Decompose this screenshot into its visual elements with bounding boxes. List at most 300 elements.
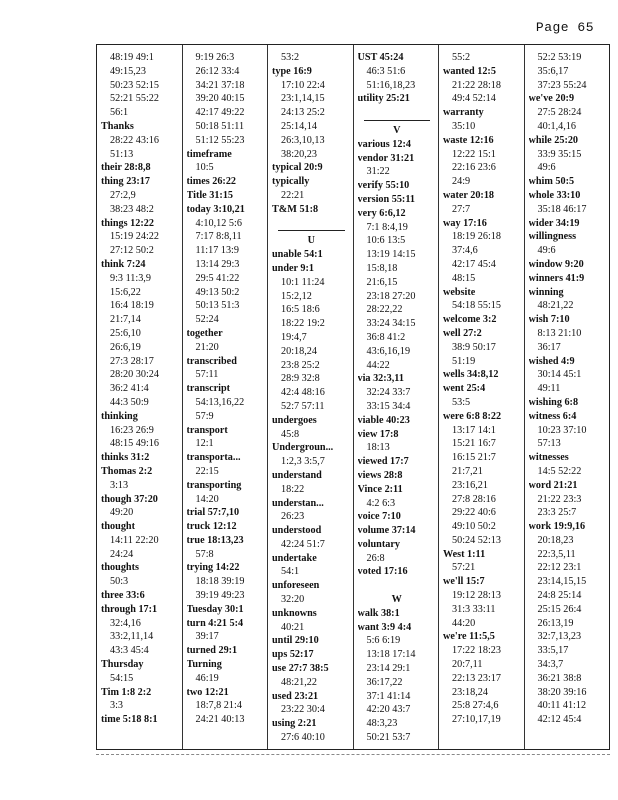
index-entry: together [186,327,223,339]
index-reference: 20:18,23 [537,534,574,546]
index-entry: understand [272,469,322,481]
index-entry: things 12:22 [101,217,154,229]
index-entry: website [443,286,476,298]
index-reference: 44:3 50:9 [110,396,149,408]
index-reference: 10:6 13:5 [366,235,406,247]
index-reference: 37:4,6 [452,245,478,257]
index-entry: Thanks [101,120,134,132]
index-entry: typical 20:9 [272,162,323,174]
index-entry: witnesses [528,452,569,464]
index-entry: whole 33:10 [528,189,581,201]
index-entry: wished 4:9 [528,355,575,367]
index-entry: window 9:20 [528,258,584,270]
index-entry: wanted 12:5 [443,65,496,77]
index-entry: undergoes [272,414,317,426]
index-reference: 42:17 49:22 [195,107,245,119]
index-entry: until 29:10 [272,635,319,647]
index-reference: 48:19 49:1 [110,52,154,63]
index-reference: 57:13 [537,438,561,450]
index-reference: 48:21,22 [537,300,574,312]
index-reference: 15:21 16:7 [452,438,496,450]
index-reference: 7:17 8:8,11 [195,231,242,243]
index-reference: 38:9 50:17 [452,341,496,353]
index-reference: 52:2 53:19 [537,52,582,63]
index-reference: 36:2 41:4 [110,383,149,395]
index-reference: 7:1 8:4,19 [366,221,408,233]
index-entry: willingness [528,231,577,243]
letter-heading: W [391,594,402,606]
index-reference: 45:8 [281,428,300,440]
index-reference: 23:14 29:1 [366,663,411,675]
index-reference: 30:14 45:1 [537,369,582,381]
index-entry: unforeseen [272,580,320,592]
index-reference: 33:2,11,14 [110,631,154,643]
index-reference: 10:5 [195,162,214,174]
index-reference: 13:14 29:3 [195,258,240,270]
index-reference: 28:20 30:24 [110,369,159,381]
index-reference: 23:16,21 [452,479,488,491]
index-reference: 43:6,16,19 [366,345,411,357]
index-reference: 15:2,12 [281,290,312,302]
index-reference: 22:12 23:1 [537,562,582,574]
index-entry: type 16:9 [272,65,312,77]
index-entry: wish 7:10 [528,314,570,326]
index-reference: 27:2,9 [110,189,136,201]
index-reference: 15:8,18 [366,262,398,274]
index-reference: 50:18 51:11 [195,120,245,132]
index-reference: 14:11 22:20 [110,534,159,546]
index-entry: voice 7:10 [357,511,401,523]
index-reference: 11:17 13:9 [195,245,239,257]
index-reference: 4:10,12 5:6 [195,217,242,229]
index-reference: 37:23 55:24 [537,79,587,91]
index-reference: 27:8 28:16 [452,493,496,505]
index-reference: 51:16,18,23 [366,79,416,91]
index-reference: 54:13,16,22 [195,396,245,408]
index-reference: 26:13,19 [537,617,574,629]
index-reference: 17:10 22:4 [281,79,325,91]
index-reference: 14:5 52:22 [537,465,582,477]
index-entry: verify 55:10 [357,180,410,192]
index-reference: 4:2 6:3 [366,497,396,509]
index-reference: 23:3 25:7 [537,507,577,519]
index-reference: 20:7,11 [452,659,483,671]
index-reference: 16:23 26:9 [110,424,154,436]
index-entry: trial 57:7,10 [186,507,240,519]
index-reference: 28:22,22 [366,304,403,316]
index-reference: 10:23 37:10 [537,424,587,436]
index-entry: we've 20:9 [528,93,575,105]
index-reference: 39:20 40:15 [195,93,245,105]
index-entry: various 12:4 [357,138,411,150]
index-reference: 53:5 [452,396,471,408]
index-reference: 1:2,3 3:5,7 [281,456,325,468]
index-reference: 44:20 [452,617,476,629]
index-reference: 20:18,24 [281,345,317,357]
index-reference: 49:11 [537,383,561,395]
index-entry: Undergroun... [272,442,334,454]
index-reference: 42:4 48:16 [281,387,325,399]
index-reference: 23:22 30:4 [281,704,325,716]
index-column [183,45,269,749]
index-entry: T&M 51:8 [272,203,319,215]
index-entry: trying 14:22 [186,562,240,574]
index-entry: two 12:21 [186,686,229,698]
index-reference: 23:18 27:20 [366,290,416,302]
index-reference: 36:21 38:8 [537,672,582,684]
index-reference: 49:15,23 [110,65,146,77]
index-entry: time 5:18 8:1 [101,714,158,726]
index-entry: whim 50:5 [528,176,575,188]
index-column [525,45,610,749]
index-reference: 22:15 [195,465,219,477]
index-reference: 53:2 [281,52,300,63]
index-entry: voted 17:16 [357,566,408,578]
index-entry: viable 40:23 [357,414,410,426]
index-entry: Tim 1:8 2:2 [101,686,152,698]
index-reference: 9:3 11:3,9 [110,272,151,284]
index-entry: ups 52:17 [272,649,314,661]
index-entry: UST 45:24 [357,52,404,63]
index-reference: 12:22 15:1 [452,148,496,160]
index-reference: 26:12 33:4 [195,65,240,77]
index-entry: typically [272,176,310,188]
index-entry: way 17:16 [443,217,487,229]
index-entry: transporta... [186,452,241,464]
index-entry: transcribed [186,355,237,367]
index-reference: 15:6,22 [110,286,141,298]
index-entry: times 26:22 [186,176,237,188]
index-reference: 35:10 [452,120,476,132]
index-entry: utility 25:21 [357,93,410,105]
index-reference: 26:23 [281,511,305,523]
index-reference: 50:3 [110,576,129,588]
index-reference: 26:8 [366,552,385,564]
index-entry: Tuesday 30:1 [186,603,244,615]
index-reference: 3:3 [110,700,124,712]
index-reference: 23:18,24 [452,686,488,698]
index-reference: 3:13 [110,479,129,491]
index-entry: waste 12:16 [443,134,494,146]
index-reference: 15:19 24:22 [110,231,159,243]
index-reference: 40:11 41:12 [537,700,587,712]
index-reference: 25:15 26:4 [537,603,582,615]
index-reference: 21:7,14 [110,314,141,326]
index-reference: 48:21,22 [281,676,317,688]
index-reference: 27:7 [452,203,471,215]
index-reference: 9:19 26:3 [195,52,235,63]
spacer [358,579,437,593]
index-reference: 24:8 25:14 [537,590,582,602]
index-reference: 16:5 18:6 [281,304,320,316]
index-entry: through 17:1 [101,603,158,615]
index-entry: voluntary [357,538,400,550]
index-reference: 13:19 14:15 [366,249,416,261]
index-entry: their 28:8,8 [101,162,151,174]
index-entry: today 3:10,21 [186,203,245,215]
index-entry: timeframe [186,148,232,160]
index-reference: 21:22 23:3 [537,493,582,505]
index-reference: 51:19 [452,355,476,367]
index-reference: 31:3 33:11 [452,603,496,615]
index-reference: 32:20 [281,594,305,606]
index-reference: 25:14,14 [281,120,317,132]
index-entry: think 7:24 [101,258,146,270]
index-reference: 27:3 28:17 [110,355,154,367]
index-reference: 50:13 51:3 [195,300,240,312]
index-entry: while 25:20 [528,134,579,146]
index-entry: want 3:9 4:4 [357,621,412,633]
index-reference: 40:21 [281,621,305,633]
index-reference: 51:12 55:23 [195,134,245,146]
index-entry: view 17:8 [357,428,399,440]
letter-heading: V [393,124,401,136]
index-reference: 21:6,15 [366,276,398,288]
index-entry: winning [528,286,564,298]
index-reference: 18:13 [366,442,390,454]
index-entry: wider 34:19 [528,217,580,229]
index-entry: well 27:2 [443,327,482,339]
index-entry: turn 4:21 5:4 [186,617,244,629]
index-entry: Thursday [101,659,144,671]
index-reference: 19:12 28:13 [452,590,501,602]
index-reference: 18:22 19:2 [281,318,325,330]
index-reference: 48:3,23 [366,718,398,730]
index-entry: wells 34:8,12 [443,369,499,381]
index-reference: 27:5 28:24 [537,107,582,119]
index-reference: 40:1,4,16 [537,120,576,132]
index-entry: vendor 31:21 [357,152,415,164]
index-entry: Turning [186,659,222,671]
word-index-table [96,44,610,750]
index-reference: 23:8 25:2 [281,359,320,371]
index-reference: 18:19 26:18 [452,231,501,243]
index-column [354,45,440,749]
index-reference: 50:23 52:15 [110,79,159,91]
index-reference: 39:19 49:23 [195,590,245,602]
footer-rule [96,754,610,755]
index-entry: views 28:8 [357,469,403,481]
index-reference: 46:19 [195,672,219,684]
index-reference: 42:20 43:7 [366,704,411,716]
index-reference: 21:22 28:18 [452,79,501,91]
index-entry: thought [101,521,135,533]
index-reference: 54:18 55:15 [452,300,501,312]
index-reference: 24:9 [452,176,471,188]
index-reference: 32:7,13,23 [537,631,582,643]
index-entry: transcript [186,383,231,395]
index-entry: undertake [272,552,317,564]
index-entry: Title 31:15 [186,189,234,201]
index-reference: 38:23 48:2 [110,203,154,215]
index-reference: 50:21 53:7 [366,732,411,744]
index-entry: under 9:1 [272,262,314,274]
index-reference: 23:14,15,15 [537,576,587,588]
index-reference: 24:24 [110,548,134,560]
index-entry: though 37:20 [101,493,158,505]
index-reference: 26:3,10,13 [281,134,325,146]
index-reference: 49:6 [537,162,556,174]
index-reference: 49:6 [537,245,556,257]
index-entry: West 1:11 [443,548,486,560]
index-entry: thing 23:17 [101,176,150,188]
index-reference: 57:11 [195,369,219,381]
index-reference: 55:2 [452,52,471,63]
section-divider [278,217,345,232]
index-entry: word 21:21 [528,479,578,491]
index-reference: 22:21 [281,189,305,201]
index-reference: 28:22 43:16 [110,134,159,146]
index-entry: use 27:7 38:5 [272,663,329,675]
index-column [439,45,525,749]
index-reference: 49:4 52:14 [452,93,496,105]
index-reference: 27:10,17,19 [452,714,501,726]
index-entry: truck 12:12 [186,521,237,533]
index-reference: 50:24 52:13 [452,534,501,546]
index-reference: 31:22 [366,166,390,178]
index-entry: transporting [186,479,242,491]
index-reference: 42:24 51:7 [281,538,325,550]
index-reference: 24:21 40:13 [195,714,245,726]
index-reference: 54:1 [281,566,300,578]
index-entry: thinking [101,410,138,422]
index-reference: 49:10 50:2 [452,521,496,533]
index-reference: 21:20 [195,341,219,353]
index-reference: 21:7,21 [452,465,483,477]
index-entry: unknowns [272,607,317,619]
index-entry: via 32:3,11 [357,373,404,385]
index-reference: 23:1,14,15 [281,93,325,105]
index-reference: 32:24 33:7 [366,387,411,399]
page-number: Page 65 [535,20,594,35]
index-reference: 18:22 [281,483,305,495]
index-reference: 25:6,10 [110,327,141,339]
index-reference: 34:21 37:18 [195,79,245,91]
index-reference: 36:17 [537,341,561,353]
index-reference: 33:24 34:15 [366,318,416,330]
index-reference: 35:6,17 [537,65,569,77]
index-reference: 52:7 57:11 [281,400,325,412]
index-reference: 16:15 21:7 [452,452,496,464]
index-reference: 56:1 [110,107,129,119]
index-reference: 35:18 46:17 [537,203,587,215]
index-entry: we're 11:5,5 [443,631,495,643]
index-reference: 17:22 18:23 [452,645,501,657]
index-reference: 10:1 11:24 [281,276,325,288]
index-reference: 37:1 41:14 [366,690,411,702]
index-reference: 13:17 14:1 [452,424,496,436]
index-reference: 43:3 45:4 [110,645,149,657]
index-reference: 48:15 [452,272,476,284]
index-entry: were 6:8 8:22 [443,410,502,422]
index-reference: 16:4 18:19 [110,300,154,312]
index-reference: 32:4,16 [110,617,141,629]
index-entry: volume 37:14 [357,525,416,537]
index-reference: 34:3,7 [537,659,564,671]
index-reference: 22:3,5,11 [537,548,576,560]
index-reference: 51:13 [110,148,134,160]
index-reference: 57:9 [195,410,214,422]
index-entry: Vince 2:11 [357,483,403,495]
index-reference: 25:8 27:4,6 [452,700,499,712]
index-entry: we'll 15:7 [443,576,485,588]
index-reference: 22:13 23:17 [452,672,501,684]
index-column [268,45,354,749]
index-reference: 22:16 23:6 [452,162,496,174]
index-reference: 8:13 21:10 [537,327,582,339]
index-reference: 24:13 25:2 [281,107,325,119]
index-entry: very 6:6,12 [357,207,406,219]
index-reference: 57:21 [452,562,476,574]
index-entry: unable 54:1 [272,249,323,261]
index-entry: using 2:21 [272,718,317,730]
index-entry: transport [186,424,228,436]
index-reference: 19:4,7 [281,331,307,343]
index-reference: 42:17 45:4 [452,258,496,270]
index-entry: witness 6:4 [528,410,577,422]
index-reference: 27:12 50:2 [110,245,154,257]
index-reference: 36:8 41:2 [366,331,406,343]
index-reference: 28:9 32:8 [281,373,320,385]
index-entry: winners 41:9 [528,272,585,284]
index-reference: 26:6,19 [110,341,141,353]
letter-heading: U [307,235,315,247]
index-reference: 38:20 39:16 [537,686,587,698]
index-reference: 42:12 45:4 [537,714,582,726]
index-reference: 52:24 [195,314,219,326]
index-entry: walk 38:1 [357,607,400,619]
index-reference: 52:21 55:22 [110,93,159,105]
index-entry: work 19:9,16 [528,521,586,533]
index-entry: viewed 17:7 [357,456,409,468]
index-entry: thinks 31:2 [101,452,150,464]
index-reference: 39:17 [195,631,219,643]
index-entry: version 55:11 [357,193,415,205]
index-reference: 12:1 [195,438,214,450]
index-reference: 33:9 35:15 [537,148,582,160]
index-entry: turned 29:1 [186,645,238,657]
index-reference: 29:22 40:6 [452,507,496,519]
index-reference: 14:20 [195,493,219,505]
index-entry: three 33:6 [101,590,145,602]
index-reference: 49:20 [110,507,134,519]
index-entry: thoughts [101,562,139,574]
index-reference: 44:22 [366,359,390,371]
index-entry: understan... [272,497,324,509]
index-reference: 57:8 [195,548,214,560]
index-column [97,45,183,749]
index-reference: 36:17,22 [366,676,403,688]
index-reference: 38:20,23 [281,148,317,160]
index-reference: 27:6 40:10 [281,732,325,744]
index-reference: 5:6 6:19 [366,635,401,647]
index-entry: Thomas 2:2 [101,465,153,477]
index-reference: 13:18 17:14 [366,649,416,661]
index-entry: warranty [443,107,484,119]
index-entry: true 18:13,23 [186,534,244,546]
section-divider [364,106,431,121]
index-entry: understood [272,525,322,537]
index-reference: 33:15 34:4 [366,400,411,412]
index-entry: welcome 3:2 [443,314,497,326]
index-reference: 18:18 39:19 [195,576,245,588]
index-reference: 29:5 41:22 [195,272,240,284]
index-reference: 18:7,8 21:4 [195,700,242,712]
index-reference: 48:15 49:16 [110,438,159,450]
index-entry: wishing 6:8 [528,396,579,408]
index-entry: used 23:21 [272,690,319,702]
index-entry: went 25:4 [443,383,486,395]
